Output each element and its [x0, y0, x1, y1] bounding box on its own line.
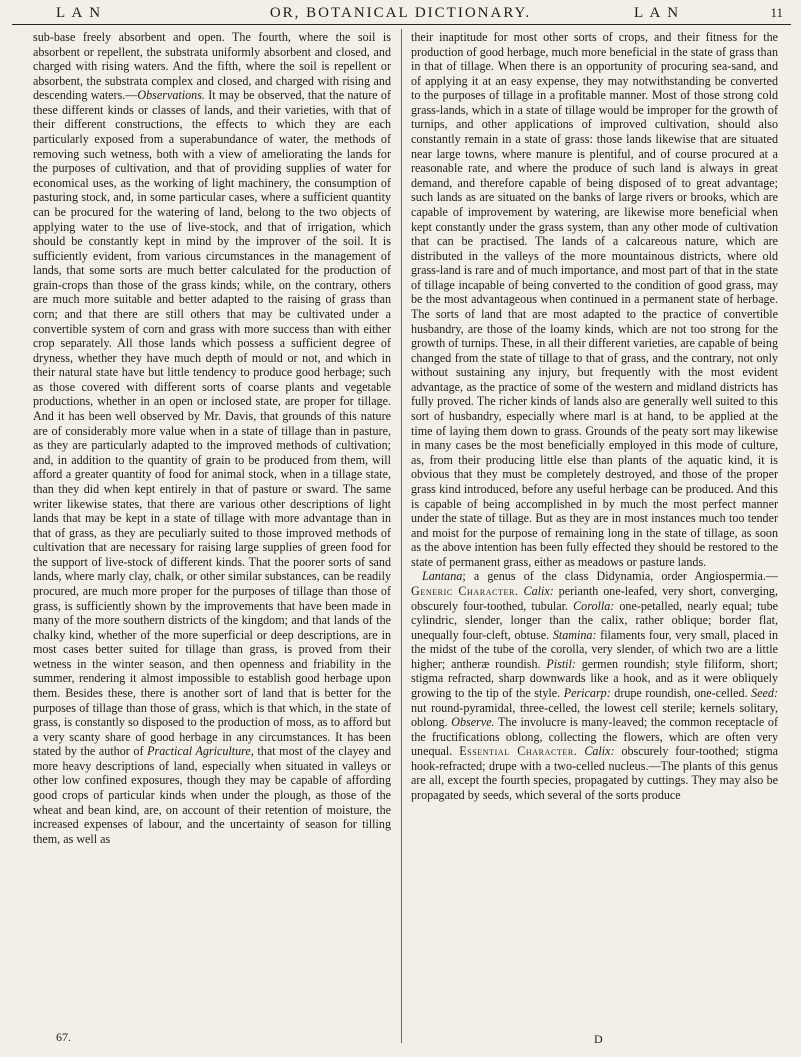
- text-run: one-petalled, nearly equal; tube cylindric, slender, longer than the calix, rather oblique; border flat, unequally four-cleft, obtuse.: [411, 598, 778, 642]
- left-column: [33, 30, 391, 1047]
- stamina-label: Stamina:: [552, 627, 597, 642]
- header-right-guide-word: L A N: [634, 5, 681, 21]
- signature-mark-left: 67.: [56, 1030, 71, 1044]
- observations-heading: Observations.: [137, 88, 205, 103]
- text-run: filaments four, very small, placed in the midst of the tube of the corolla, very slender, of which two are a little higher; antheræ roundish.: [411, 627, 778, 671]
- text-run: sub-base freely absorbent and open. The fourth, where the soil is absorbent or repellent, the substrata uniformly absorbent and closed, and charged with rising waters. And the fifth, where the soil is repellent or absorbent, the substrata complex and closed, and charged with rising and descending waters.—: [33, 30, 391, 103]
- pericarp-label: Pericarp:: [563, 686, 611, 701]
- corolla-label: Corolla:: [573, 598, 615, 613]
- pistil-label: Pistil:: [546, 656, 576, 671]
- text-run: obscurely four-toothed; stigma hook-refracted; drupe with a two-celled nucleus.—The plants of this genus are all, except the fourth species, propagated by cuttings. They may also be propagated by seeds, which several of the sorts produce: [411, 744, 778, 803]
- essential-calix-label: Calix:: [584, 744, 615, 759]
- observe-label: Observe.: [451, 715, 495, 730]
- calix-label: Calix:: [523, 583, 554, 598]
- generic-character-heading: Generic Character.: [411, 583, 519, 598]
- running-header: [14, 2, 787, 24]
- right-column-paragraph: their inaptitude for most other sorts of crops, and their fitness for the production of good herbage, much more beneficial in the state of grass than in that of tillage. When there is an opportunity of procuring sea-sand, and of applying it at an easy expense, they may notwithstanding be converted to the purposes of tillage in a profitable manner. Most of those strong cold grass-lands, which in a state of tillage would be improper for the growth of turnips, and other applications of improved cultivation, should also constantly remain in a state of grass: those lands likewise that are situated near large towns, where manure is plentiful, and of course procured at a reasonable rate, and where the produce of such land is always in great demand, and therefore capable of being disposed of to great advantage; such lands as are situated on the banks of large rivers or brooks, which are capable of improvement by watering, are likewise more beneficial when kept constantly under the grass system, than any other mode of cultivation that can be practised. The lands of a calcareous nature, which are distributed in the valleys of the more mountainous districts, where old grass-land is rare and of much importance, and most part of that in the state of tillage incapable of being converted to the condition of good grass, may be the most advantageous when continued in a permanent state of herbage. The sorts of land that are most adapted to the practice of convertible husbandry, are those of the loamy kinds, which are not too strong for the growth of turnips. These, in all their different varieties, are capable of being changed from the state of tillage to that of grass, and the contrary, not only without sustaining any injury, but frequently with the most evident advantage, as the practice of some of the western and midland districts has fully proved. The richer kinds of lands also are generally well suited to this sort of husbandry, especially where marl is at hand, to be applied at the time of laying them down to grass. Grounds of the peaty sort may likewise in many cases be the most beneficially employed in this mode of culture, as, from their producing little else than plants of the aquatic kind, it is obvious that they must be completely destroyed, and those of the proper grass kind introduced, before any useful herbage can be produced. And this is capable of being accomplished in by much the most perfect manner under the state of tillage. But as they are in most instances much too tender and moist for the purpose of remaining long in the state of tillage, as soon as the above intention has been fully effected they should be restored to the state of permanent grass, either as meadows or pasture lands.: [411, 30, 778, 569]
- text-run: ; a genus of the class Didynamia, order Angiospermia.—: [462, 569, 778, 584]
- right-column: [411, 30, 778, 1047]
- text-run: perianth one-leafed, very short, converging, obscurely four-toothed, tubular.: [411, 583, 778, 613]
- page-number: 11: [770, 5, 783, 20]
- seed-label: Seed:: [751, 686, 778, 701]
- entry-headword: Lantana: [422, 569, 463, 584]
- lantana-entry: [411, 569, 778, 802]
- text-run: It may be observed, that the nature of these different kinds or classes of lands, and their varieties, with that of their different constructions, the effects to which they are each particularly exposed from a superabundance of water, the methods of removing such wetness, both with a view of ameliorating the lands for the purposes of cultivation, and that of providing supplies of water for economical uses, as the working of light machinery, the consumption of pasturing stock, and, in some particular cases, where a sufficient quantity can be procured for the watering of land, belong to the two objects of applying water to the use of live-stock, and that of irrigation, which should be constantly kept in mind by the improver of the soil. It is sufficiently evident, from various circumstances in the management of lands, that some sorts are much better calculated for the production of grain-crops than those of the grass kinds; while, on the contrary, others are much more suitable and better adapted to the raising of grass than corn; and that there are still others that may be cultivated under a convertible system of corn and grass with more success than with either crop separately. All those lands which possess a sufficient degree of dryness, whether they have much depth of mould or not, and which in their natural state have but little tendency to produce good herbage; such as those covered with different sorts of coarse plants and vegetable productions, whether in an open or inclosed state, are proper for tillage. And it has been well observed by Mr. Davis, that grounds of this nature are of considerably more value when in a state of tillage than in pasture, as they are particularly adapted to the improved methods of cultivation; and, in addition to the quantity of grain to be produced from them, will afford a greater quantity of food for animal stock, when in a tillage state, than they did when kept entirely in that of pasture or sward. The same writer likewise states, that there are various other descriptions of light lands that may be kept in a state of tillage with more advantage than in that of grass, as they are peculiarly suited to those improved methods of cultivation that are necessary for raising large supplies of green food for the support of live-stock of different kinds. That the poorer sorts of sand lands, where marly clay, chalk, or other similar substances, can be readily procured, are much more proper for the purposes of tillage than those of grass, is sufficiently shown by the improvements that have been made in many of the more southern districts of the kingdom; and that lands of the chalky kind, whether of the more superficial or deep descriptions, are in most cases better suited for tillage than grass, is proved from their wetness in the winter season, and then openness and friability in the summer, rendering it almost impossible to establish good herbage upon them. Besides these, there is another sort of land that is better for the purposes of tillage than those of grass, which is that which, in the state of grass, is constantly so disposed to the production of moss, as to afford but a very scanty share of good herbage in any circumstances. It has been stated by the author of: [33, 88, 391, 759]
- header-left-guide-word: L A N: [56, 5, 103, 21]
- text-run: The involucre is many-leaved; the common receptacle of the fructifications oblong, collecting the flowers, which are often very unequal.: [411, 715, 778, 759]
- column-divider: [401, 29, 402, 1043]
- essential-character-heading: Essential Character.: [459, 744, 578, 759]
- text-run: nut round-pyramidal, three-celled, the lowest cell sterile; kernels solitary, oblong.: [411, 700, 778, 730]
- header-rule: [12, 24, 791, 25]
- header-title: OR, BOTANICAL DICTIONARY.: [269, 5, 532, 21]
- signature-mark-right: D: [594, 1032, 603, 1046]
- text-run: germen roundish; style filiform, short; stigma refracted, sharp downwards like a hook, and as it were obliquely growing to the tip of the style.: [411, 656, 778, 701]
- left-column-text: [33, 30, 391, 846]
- book-title: Practical Agriculture,: [147, 744, 254, 759]
- text-run: drupe roundish, one-celled.: [610, 686, 752, 701]
- text-run: that most of the clayey and more heavy descriptions of land, especially when situated in valleys or other low confined exposures, though they may be capable of affording good crops of particular kinds when under the plough, as those of the wheat and bean kind, are, on account of their retention of moisture, the increased expenses of labour, and the uncertainty of season for tilling them, as well as: [33, 744, 391, 846]
